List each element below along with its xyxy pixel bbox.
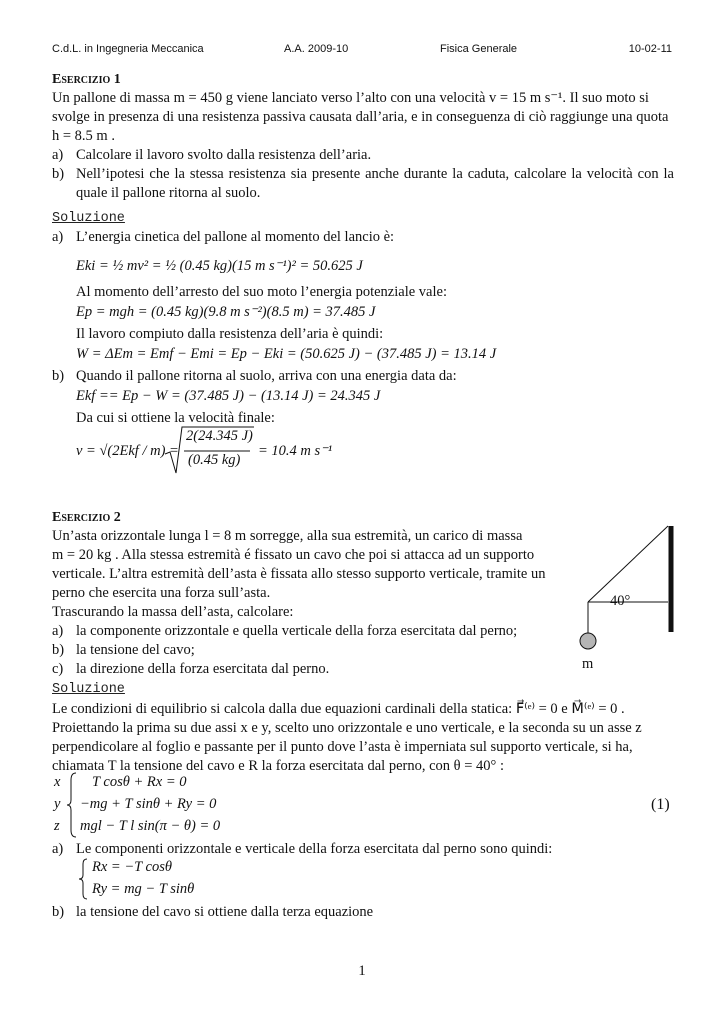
axis-y-label: y xyxy=(54,796,61,812)
solution-text-potential: Al momento dell’arresto del suo moto l’energia potenziale vale: xyxy=(76,284,447,300)
solution-text: L’energia cinetica del pallone al momento del lancio è: xyxy=(76,229,395,245)
question-text: la componente orizzontale e quella verticale della forza esercitata dal perno; xyxy=(76,623,518,639)
solution-label: a) xyxy=(52,841,64,857)
exercise-2-title: Esercizio 2 xyxy=(52,510,121,525)
exercise-1-title: Esercizio 1 xyxy=(52,72,121,87)
boom-diagram xyxy=(570,520,690,675)
solution-label: b) xyxy=(52,904,65,920)
question-text: Nell’ipotesi che la stessa resistenza sia presente anche durante la caduta, calcolare la velocità con la quale il pallone ritorna al suolo. xyxy=(76,166,674,201)
exercise-1-text-line-2: svolge in presenza di una resistenza passiva causata dall’aria, e in conseguenza di ciò raggiunge una quota xyxy=(52,109,669,125)
equation-work: W = ΔEm = Emf − Emi = Ep − Eki = (50.625 J) − (37.485 J) = 13.14 J xyxy=(76,346,497,362)
mass-label: m xyxy=(582,656,594,672)
solution-line-2: Proiettando la prima su due assi x e y, scelto uno orizzontale e uno verticale, e la seconda su un asse z xyxy=(52,720,642,736)
exercise-1-text-line-1: Un pallone di massa m = 450 g viene lanciato verso l’alto con una velocità v = 15 m s⁻¹. Il suo moto si xyxy=(52,90,649,106)
solution-2-b-line xyxy=(52,903,674,922)
exercise-2-solution-text xyxy=(52,700,674,776)
exercise-1-text-line-3: h = 8.5 m . xyxy=(52,128,115,144)
equation-rx: Rx = −T cosθ xyxy=(92,859,172,875)
header-subject: Fisica Generale xyxy=(440,43,518,55)
load-mass xyxy=(580,633,596,649)
exercise-2-text-line-1: Un’asta orizzontale lunga l = 8 m sorregge, alla sua estremità, un carico di massa xyxy=(52,528,523,544)
question-label: b) xyxy=(52,166,65,182)
velocity-right: = 10.4 m s⁻¹ xyxy=(258,443,333,459)
header-date: 10-02-11 xyxy=(628,43,672,55)
header-academic-year: A.A. 2009-10 xyxy=(284,43,349,55)
cable xyxy=(588,526,668,602)
solution-label: a) xyxy=(52,229,64,245)
question-text: la direzione della forza esercitata dal perno. xyxy=(76,661,330,677)
velocity-numerator: 2(24.345 J) xyxy=(186,428,253,444)
question-text: la tensione del cavo; xyxy=(76,642,195,658)
exercise-1-question-a xyxy=(52,146,674,165)
header-course: C.d.L. in Ingegneria Meccanica xyxy=(52,43,204,55)
velocity-left: v = √(2Ekf / m) = xyxy=(76,443,179,459)
question-label: b) xyxy=(52,642,65,658)
system-brace xyxy=(66,772,78,838)
solution-line-1: Le condizioni di equilibrio si calcola dalla due equazioni cardinali della statica: F⃗⁽ᵉ⁾ = 0 e M⃗⁽ᵉ⁾ = 0 . xyxy=(52,701,625,717)
equation-potential-energy: Ep = mgh = (0.45 kg)(9.8 m s⁻²)(8.5 m) = 37.485 J xyxy=(76,304,376,320)
page-number: 1 xyxy=(358,963,366,979)
solution-text-velocity: Da cui si ottiene la velocità finale: xyxy=(76,410,275,426)
question-label: c) xyxy=(52,661,64,677)
equation-final-kinetic-energy: Ekf == Ep − W = (37.485 J) − (13.14 J) = 24.345 J xyxy=(76,388,381,404)
question-label: a) xyxy=(52,623,64,639)
solution-text: Quando il pallone ritorna al suolo, arriva con una energia data da: xyxy=(76,368,457,384)
exercise-2-text-line-3: verticale. L’altra estremità dell’asta è fissata allo stesso supporto verticale, tramite un xyxy=(52,566,546,582)
exercise-2-solution-heading: Soluzione xyxy=(52,682,125,697)
exercise-2-question-b xyxy=(52,641,570,660)
equation-z: mgl − T l sin(π − θ) = 0 xyxy=(80,818,221,834)
equation-x: T cosθ + Rx = 0 xyxy=(92,774,187,790)
exercise-2-text-line-5: Trascurando la massa dell’asta, calcolare: xyxy=(52,604,294,620)
question-text: Calcolare il lavoro svolto dalla resistenza dell’aria. xyxy=(76,147,372,163)
equation-ry: Ry = mg − T sinθ xyxy=(92,881,195,897)
exercise-2-text-line-2: m = 20 kg . Alla stessa estremità é fissato un cavo che poi si attacca ad un supporto xyxy=(52,547,535,563)
solution-part-b xyxy=(52,367,674,386)
exercise-2-text-line-4: perno che esercita una forza sull’asta. xyxy=(52,585,271,601)
components-brace xyxy=(78,858,88,900)
exercise-2 xyxy=(52,508,570,679)
solution-line-4: chiamata T la tensione del cavo e R la forza esercitata dal perno, con θ = 40° : xyxy=(52,758,504,774)
solution-part-a xyxy=(52,228,674,247)
exercise-1-solution-heading: Soluzione xyxy=(52,211,125,226)
solution-line-3: perpendicolare al foglio e passante per il punto dove l’asta è imperniata sul supporto verticale, si ha, xyxy=(52,739,633,755)
solution-2-part-a xyxy=(52,840,674,859)
exercise-2-question-c xyxy=(52,660,570,679)
solution-text: Le componenti orizzontale e verticale della forza esercitata dal perno sono quindi: xyxy=(76,841,553,857)
angle-label: 40° xyxy=(610,593,631,609)
exercise-1-solution xyxy=(52,228,674,247)
solution-text: la tensione del cavo si ottiene dalla terza equazione xyxy=(76,904,374,920)
solution-b-line xyxy=(52,367,674,386)
equation-kinetic-energy: Eki = ½ mv² = ½ (0.45 kg)(15 m s⁻¹)² = 50.625 J xyxy=(76,258,363,274)
solution-2-part-b xyxy=(52,903,674,922)
solution-2-a-line xyxy=(52,840,674,859)
solution-text-work: Il lavoro compiuto dalla resistenza dell’aria è quindi: xyxy=(76,326,384,342)
equation-number: (1) xyxy=(651,796,670,813)
exercise-1-question-b xyxy=(52,165,674,203)
exercise-1 xyxy=(52,70,674,203)
axis-z-label: z xyxy=(54,818,60,834)
question-label: a) xyxy=(52,147,64,163)
solution-label: b) xyxy=(52,368,65,384)
velocity-denominator: (0.45 kg) xyxy=(188,452,241,468)
equation-y: −mg + T sinθ + Ry = 0 xyxy=(80,796,217,812)
axis-x-label: x xyxy=(54,774,61,790)
